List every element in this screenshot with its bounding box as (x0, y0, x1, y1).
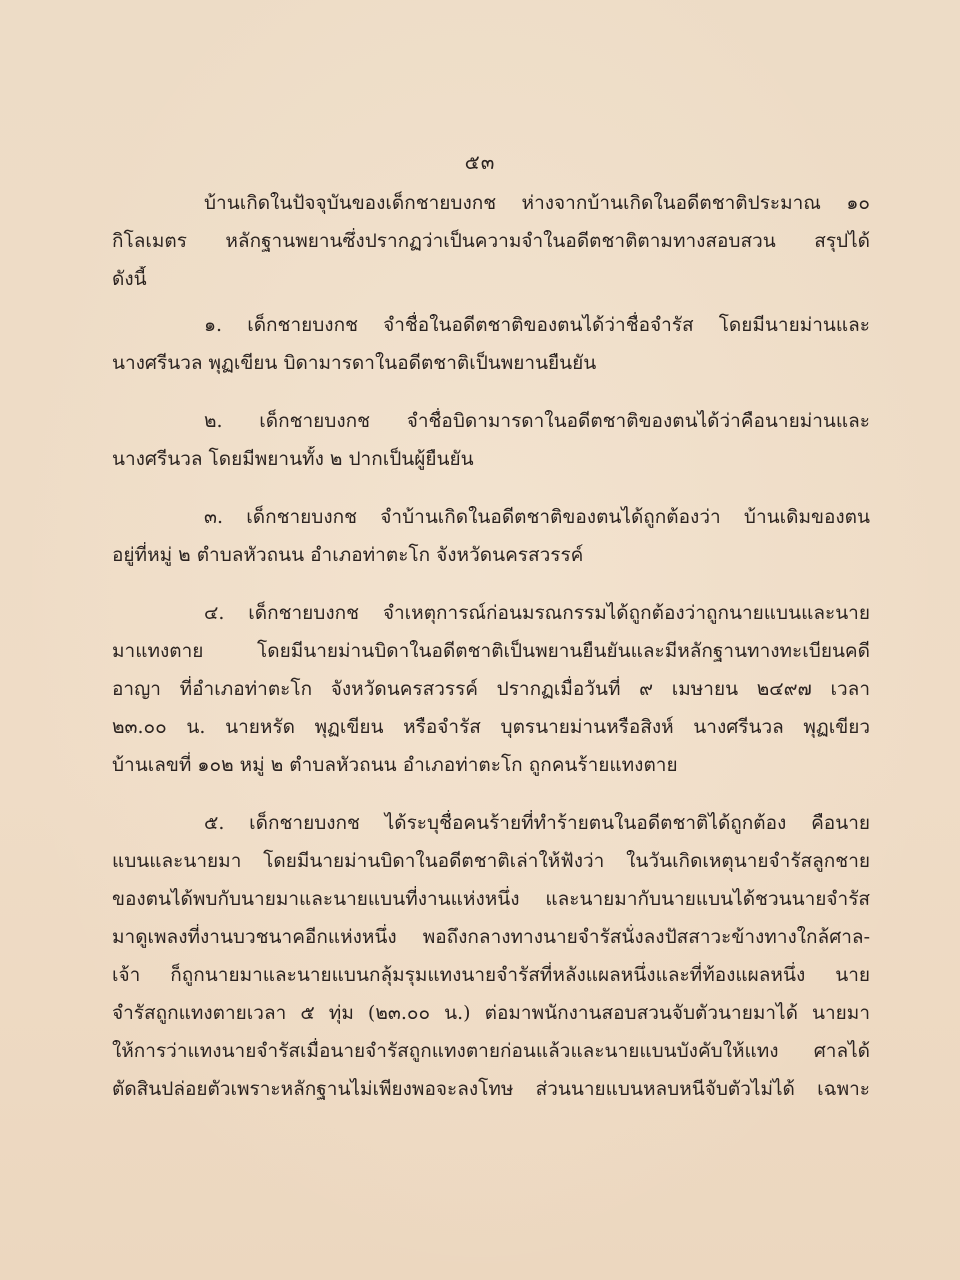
paragraph-line: อยู่ที่หมู่ ๒ ตำบลหัวถนน อำเภอท่าตะโก จังหวัดนครสวรรค์ (112, 544, 584, 566)
paragraph-line: มาดูเพลงที่งานบวชนาคอีกแห่งหนึ่ง พอถึงกลางทางนายจำรัสนั่งลงปัสสาวะข้างทางใกล้ศาล- (112, 926, 870, 948)
list-item (112, 504, 870, 580)
paragraph-line: นางศรีนวล โดยมีพยานทั้ง ๒ ปากเป็นผู้ยืนยัน (112, 448, 474, 470)
paragraph-line: ๒. เด็กชายบงกช จำชื่อบิดามารดาในอดีตชาติของตนได้ว่าคือนายม่านและ (204, 410, 870, 432)
intro-paragraph (112, 190, 870, 292)
paragraph-line: ของตนได้พบกับนายมาและนายแบนที่งานแห่งหนึ่ง และนายมากับนายแบนได้ชวนนายจำรัส (112, 888, 870, 910)
paragraph-line: จำรัสถูกแทงตายเวลา ๕ ทุ่ม (๒๓.๐๐ น.) ต่อมาพนักงานสอบสวนจับตัวนายมาได้ นายมา (112, 1002, 870, 1024)
paragraph-line: มาแทงตาย โดยมีนายม่านบิดาในอดีตชาติเป็นพยานยืนยันและมีหลักฐานทางทะเบียนคดี (112, 640, 870, 662)
paragraph-line: แบนและนายมา โดยมีนายม่านบิดาในอดีตชาติเล่าให้ฟังว่า ในวันเกิดเหตุนายจำรัสลูกชาย (112, 850, 870, 872)
paragraph-line: ๔. เด็กชายบงกช จำเหตุการณ์ก่อนมรณกรรมได้ถูกต้องว่าถูกนายแบนและนาย (204, 602, 870, 624)
list-item (112, 600, 870, 790)
list-item (112, 312, 870, 388)
paragraph-line: กิโลเมตร หลักฐานพยานซึ่งปรากฏว่าเป็นความจำในอดีตชาติตามทางสอบสวน สรุปได้ (112, 230, 870, 252)
paragraph-line: ให้การว่าแทงนายจำรัสเมื่อนายจำรัสถูกแทงตายก่อนแล้วและนายแบนบังคับให้แทง ศาลได้ (112, 1040, 870, 1062)
paragraph-line: เจ้า ก็ถูกนายมาและนายแบนกลุ้มรุมแทงนายจำรัสที่หลังแผลหนึ่งและที่ท้องแผลหนึ่ง นาย (112, 964, 870, 986)
paragraph-line: ตัดสินปล่อยตัวเพราะหลักฐานไม่เพียงพอจะลงโทษ ส่วนนายแบนหลบหนีจับตัวไม่ได้ เฉพาะ (112, 1078, 870, 1100)
paragraph-line: บ้านเกิดในปัจจุบันของเด็กชายบงกช ห่างจากบ้านเกิดในอดีตชาติประมาณ ๑๐ (204, 192, 870, 214)
page-number: ๕๓ (464, 150, 496, 174)
list-item (112, 408, 870, 484)
paragraph-line: ดังนี้ (112, 268, 147, 290)
paragraph-line: ๕. เด็กชายบงกช ได้ระบุชื่อคนร้ายที่ทำร้ายตนในอดีตชาติได้ถูกต้อง คือนาย (204, 812, 870, 834)
body-text (112, 190, 870, 1114)
paragraph-line: ๓. เด็กชายบงกช จำบ้านเกิดในอดีตชาติของตนได้ถูกต้องว่า บ้านเดิมของตน (204, 506, 870, 528)
paragraph-line: บ้านเลขที่ ๑๐๒ หมู่ ๒ ตำบลหัวถนน อำเภอท่าตะโก ถูกคนร้ายแทงตาย (112, 754, 678, 776)
paragraph-line: ๒๓.๐๐ น. นายหรัด พุฏเขียน หรือจำรัส บุตรนายม่านหรือสิงห์ นางศรีนวล พุฏเขียว (112, 716, 870, 738)
paragraph-line: อาญา ที่อำเภอท่าตะโก จังหวัดนครสวรรค์ ปรากฏเมื่อวันที่ ๙ เมษายน ๒๔๙๗ เวลา (112, 678, 870, 700)
list-item (112, 810, 870, 1114)
paragraph-line: ๑. เด็กชายบงกช จำชื่อในอดีตชาติของตนได้ว่าชื่อจำรัส โดยมีนายม่านและ (204, 314, 870, 336)
paragraph-line: นางศรีนวล พุฏเขียน บิดามารดาในอดีตชาติเป็นพยานยืนยัน (112, 352, 597, 374)
